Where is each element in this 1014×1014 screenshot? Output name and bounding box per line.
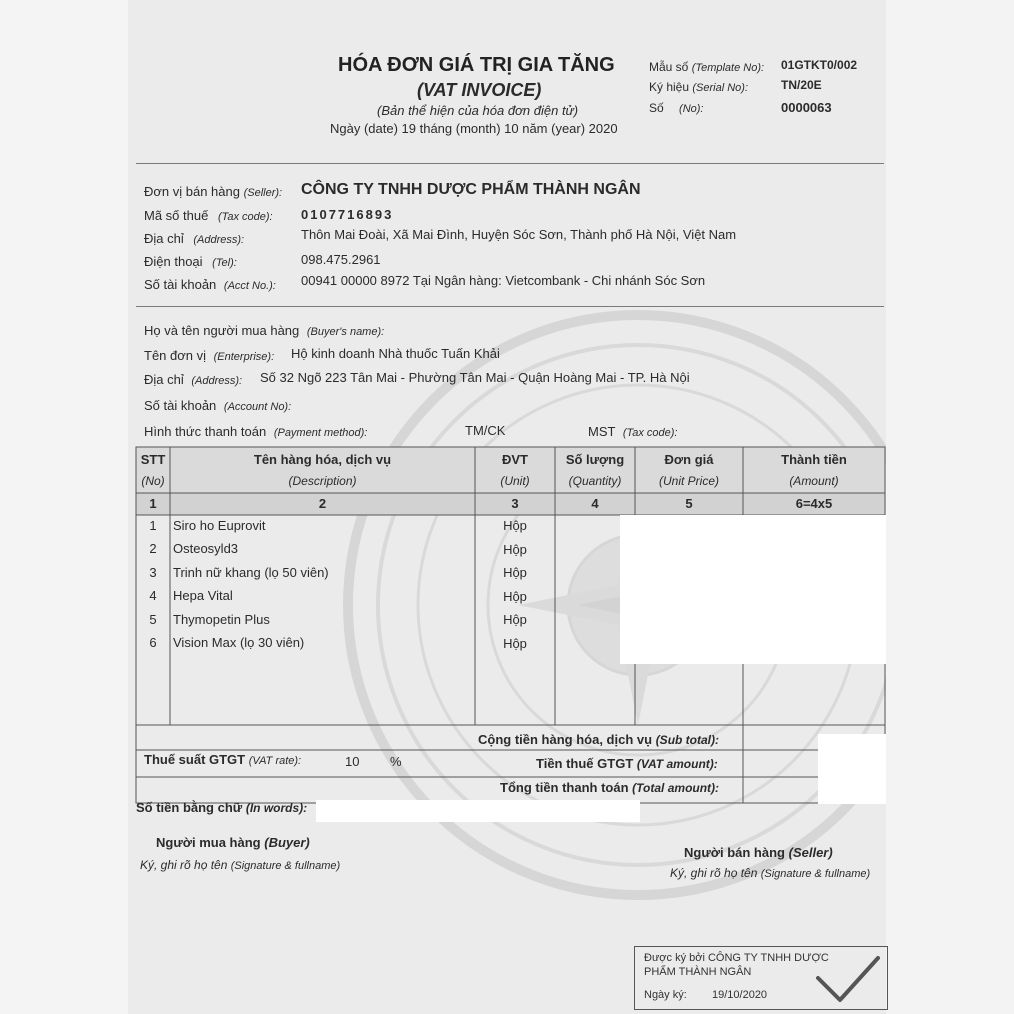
col-number-6: 6=4x5 bbox=[795, 496, 833, 511]
redacted-in-words bbox=[316, 800, 640, 822]
serial-label: Ký hiệu (Serial No): bbox=[649, 80, 748, 94]
row-unit: Hộp bbox=[503, 518, 527, 533]
row-description: Trinh nữ khang (lọ 50 viên) bbox=[173, 565, 329, 580]
template-value: 01GTKT0/002 bbox=[781, 58, 858, 72]
col-header-quantity-en: (Quantity) bbox=[568, 474, 622, 488]
redacted-totals bbox=[818, 734, 886, 804]
number-label: Số (No): bbox=[649, 101, 704, 115]
buyer-address: Số 32 Ngõ 223 Tân Mai - Phường Tân Mai - Quận Hoàng Mai - TP. Hà Nội bbox=[260, 370, 690, 385]
row-unit: Hộp bbox=[503, 636, 527, 651]
buyer-payment: TM/CK bbox=[465, 423, 506, 438]
invoice-subtitle: (VAT INVOICE) bbox=[417, 80, 542, 100]
col-number-1: 1 bbox=[149, 496, 157, 511]
col-header-description: Tên hàng hóa, dịch vụ bbox=[253, 452, 392, 467]
invoice-title: HÓA ĐƠN GIÁ TRỊ GIA TĂNG bbox=[338, 54, 615, 76]
buyer-mst-label: MST (Tax code): bbox=[588, 424, 678, 439]
buyer-address-label: Địa chỉ (Address): bbox=[144, 372, 243, 387]
buyer-account-label: Số tài khoản (Account No): bbox=[144, 398, 292, 413]
vat-rate-label: Thuế suất GTGT (VAT rate): bbox=[144, 752, 302, 767]
seller-tax-code: 0107716893 bbox=[301, 207, 394, 222]
row-no: 1 bbox=[149, 518, 157, 533]
buyer-name-label: Họ và tên người mua hàng (Buyer's name): bbox=[144, 323, 385, 338]
row-unit: Hộp bbox=[503, 565, 527, 580]
invoice-note: (Bản thể hiện của hóa đơn điện tử) bbox=[377, 103, 579, 118]
in-words-label: Số tiền bằng chữ (In words): bbox=[136, 800, 308, 815]
row-description: Osteosyld3 bbox=[173, 541, 239, 556]
seller-signature-note: Ký, ghi rõ họ tên (Signature & fullname) bbox=[670, 866, 871, 880]
col-number-4: 4 bbox=[591, 496, 599, 511]
col-header-no-en: (No) bbox=[141, 474, 165, 488]
seller-acct-label: Số tài khoản (Acct No.): bbox=[144, 277, 276, 292]
col-header-amount: Thành tiền bbox=[781, 452, 847, 467]
stamp-date-label: Ngày ký: bbox=[644, 989, 687, 1001]
row-description: Siro ho Euprovit bbox=[173, 518, 266, 533]
invoice-date: Ngày (date) 19 tháng (month) 10 năm (year) 2020 bbox=[330, 121, 618, 136]
seller-name: CÔNG TY TNHH DƯỢC PHẨM THÀNH NGÂN bbox=[301, 181, 641, 198]
stamp-line-2: PHẨM THÀNH NGÂN bbox=[644, 966, 752, 978]
serial-value: TN/20E bbox=[781, 78, 822, 92]
seller-tax-label: Mã số thuế (Tax code): bbox=[144, 208, 273, 223]
col-header-unit-price-en: (Unit Price) bbox=[658, 474, 719, 488]
col-header-unit: ĐVT bbox=[502, 452, 528, 467]
col-header-no: STT bbox=[140, 452, 166, 467]
col-header-unit-price: Đơn giá bbox=[664, 452, 714, 467]
seller-tel-label: Điện thoại (Tel): bbox=[144, 254, 237, 269]
row-unit: Hộp bbox=[503, 589, 527, 604]
row-description: Thymopetin Plus bbox=[173, 612, 270, 627]
checkmark-icon bbox=[812, 952, 884, 1006]
vat-rate-percent: % bbox=[390, 754, 402, 769]
row-description: Vision Max (lọ 30 viên) bbox=[173, 635, 305, 650]
row-no: 2 bbox=[149, 541, 157, 556]
row-unit: Hộp bbox=[503, 612, 527, 627]
row-no: 3 bbox=[149, 565, 157, 580]
buyer-enterprise-label: Tên đơn vị (Enterprise): bbox=[144, 348, 275, 363]
seller-address: Thôn Mai Đoài, Xã Mai Đình, Huyện Sóc Sơn, Thành phố Hà Nội, Việt Nam bbox=[301, 227, 737, 242]
buyer-signature-title: Người mua hàng (Buyer) bbox=[156, 835, 310, 850]
redacted-prices bbox=[620, 515, 886, 664]
number-value: 0000063 bbox=[781, 100, 832, 115]
seller-tel: 098.475.2961 bbox=[301, 252, 381, 267]
col-header-description-en: (Description) bbox=[288, 474, 357, 488]
col-header-unit-en: (Unit) bbox=[500, 474, 530, 488]
buyer-signature-note: Ký, ghi rõ họ tên (Signature & fullname) bbox=[140, 858, 341, 872]
row-no: 4 bbox=[149, 588, 157, 603]
col-number-2: 2 bbox=[318, 496, 327, 511]
seller-signature-title: Người bán hàng (Seller) bbox=[684, 845, 833, 860]
vat-amount-label: Tiền thuế GTGT (VAT amount): bbox=[536, 756, 718, 771]
seller-address-label: Địa chỉ (Address): bbox=[144, 231, 245, 246]
vat-rate-value: 10 bbox=[345, 754, 360, 769]
buyer-payment-label: Hình thức thanh toán (Payment method): bbox=[144, 424, 368, 439]
seller-name-label: Đơn vị bán hàng (Seller): bbox=[144, 184, 283, 199]
row-no: 6 bbox=[149, 635, 157, 650]
row-no: 5 bbox=[149, 612, 157, 627]
stamp-line-1: Được ký bởi CÔNG TY TNHH DƯỢC bbox=[644, 952, 829, 964]
buyer-enterprise: Hộ kinh doanh Nhà thuốc Tuấn Khải bbox=[291, 346, 500, 361]
col-number-3: 3 bbox=[511, 496, 519, 511]
subtotal-label: Cộng tiền hàng hóa, dịch vụ (Sub total): bbox=[478, 732, 720, 747]
template-label: Mẫu số (Template No): bbox=[649, 60, 765, 74]
row-description: Hepa Vital bbox=[173, 588, 233, 603]
col-number-5: 5 bbox=[685, 496, 693, 511]
seller-acct: 00941 00000 8972 Tại Ngân hàng: Vietcombank - Chi nhánh Sóc Sơn bbox=[301, 273, 706, 288]
col-header-quantity: Số lượng bbox=[565, 452, 625, 467]
total-label: Tổng tiền thanh toán (Total amount): bbox=[500, 780, 720, 795]
row-unit: Hộp bbox=[503, 542, 527, 557]
col-header-amount-en: (Amount) bbox=[789, 474, 839, 488]
stamp-date: 19/10/2020 bbox=[712, 989, 768, 1001]
